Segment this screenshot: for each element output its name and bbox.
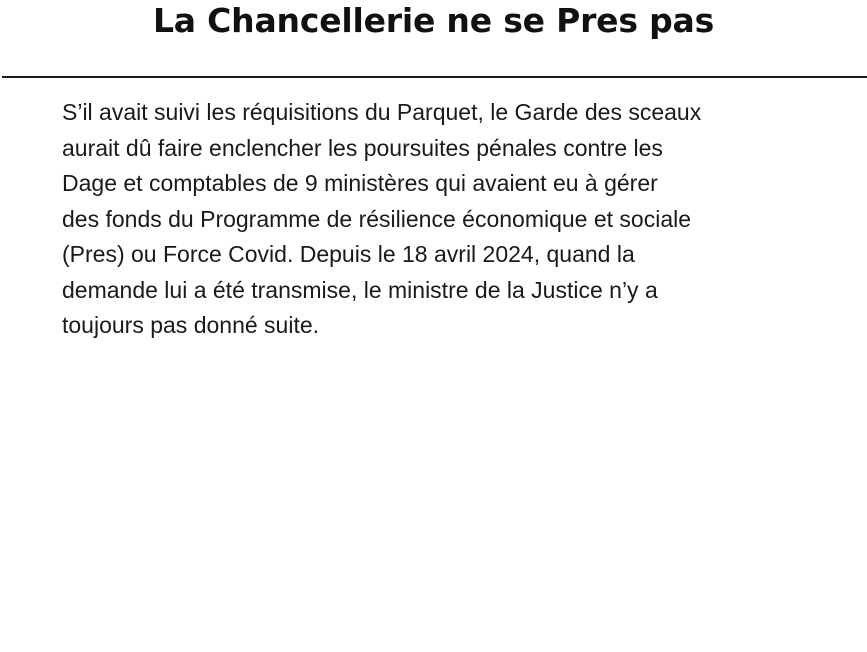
body-line: aurait dû faire enclencher les poursuites pénales contre les (62, 134, 663, 161)
body-line: (Pres) ou Force Covid. Depuis le 18 avril 2024, quand la (62, 241, 635, 267)
body-line: S’il avait suivi les réquisitions du Parquet, le Garde des sceaux (62, 99, 702, 125)
article-body (62, 95, 822, 344)
body-line: toujours pas donné suite. (62, 312, 320, 338)
body-line: Dage et comptables de 9 ministères qui avaient eu à gérer (62, 170, 658, 196)
headline: La Chancellerie ne se Pres pas (152, 1, 715, 40)
body-line: des fonds du Programme de résilience économique et sociale (62, 205, 692, 232)
headline-divider (2, 76, 867, 78)
body-line: demande lui a été transmise, le ministre de la Justice n’y a (62, 276, 658, 303)
